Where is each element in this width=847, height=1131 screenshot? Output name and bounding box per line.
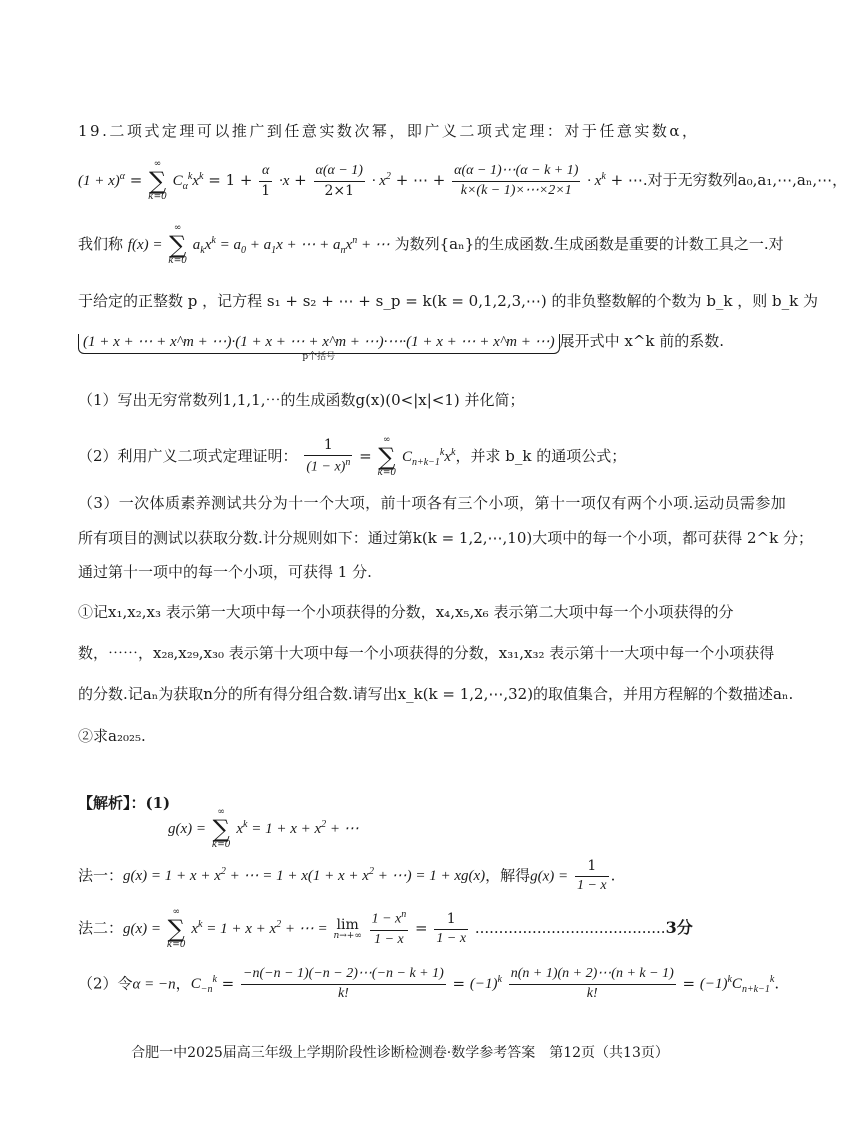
subquestion1-line2: 数，⋯⋯，x₂₈,x₂₉,x₃₀ 表示第十大项中每一个小项获得的分数，x₃₁,x₃₂ 表示第十一大项中每一个小项获得 [78,644,775,662]
part1-question: （1）写出无穷常数列1,1,1,⋯的生成函数g(x)(0<|x|<1) 并化简； [78,391,525,409]
g-definition: g(x) = ∞ ∑ k=0 $x^k = 1 + x + x^2$ + ⋯ [168,807,359,850]
score-label: 3分 [665,918,693,937]
part3-line1: （3）一次体质素养测试共分为十一个大项，前十项各有三个小项，第十一项仅有两个小项.运动员需参加 [78,494,787,512]
part3-line3: 通过第十一项中的每一个小项，可获得 1 分. [78,563,372,581]
equation-description: 于给定的正整数 p ，记方程 s₁ + s₂ + ⋯ + s_p = k(k = 0,1,2,3,⋯) 的非负整数解的个数为 b_k ，则 b_k 为 [78,292,819,310]
subquestion1-line3: 的分数.记aₙ为获取n分的所有得分组合数.请写出x_k(k = 1,2,⋯,32)的取值集合，并用方程解的个数描述aₙ. [78,685,794,703]
subquestion1-line1: ①记x₁,x₂,x₃ 表示第一大项中每一个小项获得的分数，x₄,x₅,x₆ 表示第二大项中每一个小项获得的分 [78,603,734,621]
part2-solution: （2）令α = −n，$C_{-n}^k$ = $\frac{-n(-n - 1)(-n - 2)\cdots(-n - k + 1)}{k!}$ = $(-1)^k$ $\frac{n(n + 1)(n + 2)\cdots(n + k - 1)}{k!}$ = $(-1)^kC_{n+k-1}^k$. [78,966,780,1001]
generating-function-definition: 我们称 f(x) = ∞ ∑ k=0 $a_kx^k = a_0 + a_1x$ + ⋯ + $a_nx^n$ + ⋯ 为数列{aₙ}的生成函数.生成函数是重要的计数工具之一.对 [78,223,784,266]
part3-line2: 所有项目的测试以获取分数.计分规则如下：通过第k(k = 1,2,⋯,10)大项中的每一个小项，都可获得 2^k 分； [78,529,813,547]
infinite-sequence-text: .对于无穷数列a₀,a₁,⋯,aₙ,⋯， [642,171,847,189]
method2: 法二：g(x) = ∞ ∑ k=0 $x^k = 1 + x + x^2$ + ⋯ = lim n→+∞ $\frac{1 - x^n}{1 - x}$ = $\frac{1}{1 - x}$ ........................................3分 [78,907,693,950]
page-footer: 合肥一中2025届高三年级上学期阶段性诊断检测卷·数学参考答案 第12页（共13页） [131,1045,669,1061]
problem-intro: 19.二项式定理可以推广到任意实数次幂，即广义二项式定理：对于任意实数α， [78,122,700,140]
solution-header: 【解析】：(1) [78,794,171,812]
method1: 法一：$g(x) = 1 + x + x^2$ + ⋯ = $1 + x(1 + x + x^2$ + ⋯) = 1 + xg(x)，解得g(x) = $\frac{1}{1 - x}$ . [78,858,616,893]
product-expression: (1 + x + ⋯ + x^m + ⋯)·(1 + x + ⋯ + x^m + ⋯)·⋯·(1 + x + ⋯ + x^m + ⋯) p个括号 展开式中 x^k 前的系数. [78,332,740,363]
part2-question: （2）利用广义二项式定理证明： $\frac{1}{(1 - x)^n}$ = ∞ ∑ k=0 $C_{n+k-1}^kx^k$，并求 b_k 的通项公式； [78,435,627,478]
sum-symbol: ∞ ∑ k=0 [148,159,167,202]
score-dots: ........................................ [474,919,666,937]
generalized-binomial-formula: $(1 + x)^\alpha$ = ∞ ∑ k=0 $C_\alpha^kx^k = 1$ + $\frac{\alpha}{1}$ ·x + $\frac{\alpha(\alpha - 1)}{2\times 1}$ · $x^2$ + ⋯ + $\frac{\alpha(\alpha - 1)\cdots(\alpha - k + 1)}{k\times(k - 1)\times\cdots\times 2\times 1}$ · $x^k$ + ⋯.对于无穷数列a₀,a₁,⋯,aₙ,⋯， [78,159,847,202]
subquestion2: ②求a₂₀₂₅. [78,727,146,745]
underbrace: (1 + x + ⋯ + x^m + ⋯)·(1 + x + ⋯ + x^m + ⋯)·⋯·(1 + x + ⋯ + x^m + ⋯) p个括号 [78,332,560,363]
